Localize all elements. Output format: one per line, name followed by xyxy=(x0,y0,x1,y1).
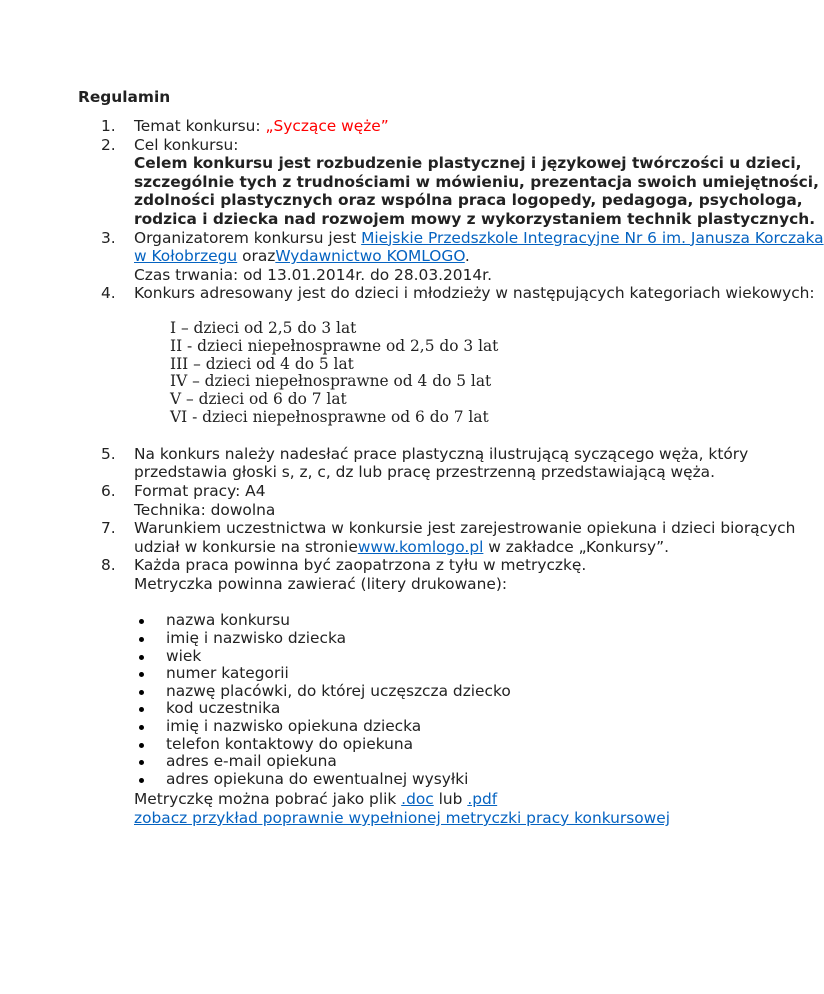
list-item: adres opiekuna do ewentualnej wysyłki xyxy=(166,771,824,789)
rule-1 xyxy=(134,117,824,136)
rule-8 xyxy=(134,556,824,827)
rule-5 xyxy=(134,445,824,482)
download-pdf-link[interactable]: .pdf xyxy=(467,790,498,809)
list-item: telefon kontaktowy do opiekuna xyxy=(166,736,824,754)
rule-7-text: Warunkiem uczestnictwa w konkursie jest zarejestrowanie opiekuna i dzieci biorących udział w konkursie na stronie xyxy=(134,519,796,556)
contest-goal: Celem konkursu jest rozbudzenie plastycznej i językowej twórczości u dzieci, szczególnie tych z trudnościami w mówieniu, prezentacja swoich umiejętności, zdolności plastycznych oraz wspólna praca logopedy, pedagoga, psychologa, rodzica i dziecka nad rozwojem mowy z wykorzystaniem technik plastycznych. xyxy=(134,154,819,228)
label-fields-list xyxy=(134,612,824,788)
list-item: imię i nazwisko dziecka xyxy=(166,630,824,648)
organizer-text: Organizatorem konkursu jest xyxy=(134,228,362,247)
list-item: adres e-mail opiekuna xyxy=(166,753,824,771)
rule-3 xyxy=(134,229,824,285)
rules-list xyxy=(0,117,824,828)
age-category: V – dzieci od 6 do 7 lat xyxy=(170,390,347,409)
list-item: kod uczestnika xyxy=(166,700,824,718)
age-categories xyxy=(170,320,824,427)
list-item: numer kategorii xyxy=(166,665,824,683)
example-link[interactable]: zobacz przykład poprawnie wypełnionej metryczki pracy konkursowej xyxy=(134,809,670,827)
contest-duration: Czas trwania: od 13.01.2014r. do 28.03.2014r. xyxy=(134,265,492,284)
download-line xyxy=(134,790,824,809)
download-or: lub xyxy=(433,790,468,809)
rule-2-label: Cel konkursu: xyxy=(134,135,239,154)
rule-1-label: Temat konkursu: xyxy=(134,117,266,135)
rule-4-text: Konkurs adresowany jest do dzieci i młodzieży w następujących kategoriach wiekowych: xyxy=(134,284,815,303)
rule-8-line-1: Każda praca powinna być zaopatrzona z tyłu w metryczkę. xyxy=(134,556,587,575)
age-category: IV – dzieci niepełnosprawne od 4 do 5 lat xyxy=(170,372,492,391)
organizer-period: . xyxy=(464,247,470,266)
rule-7-tail: w zakładce „Konkursy”. xyxy=(483,537,670,556)
organizer-and: oraz xyxy=(237,247,276,266)
contest-title: „Syczące węże” xyxy=(265,117,389,135)
rule-8-line-2: Metryczka powinna zawierać (litery drukowane): xyxy=(134,574,508,593)
rule-4 xyxy=(134,284,824,426)
rule-2 xyxy=(134,136,824,229)
work-technique: Technika: dowolna xyxy=(134,500,276,519)
rule-5-text: Na konkurs należy nadesłać prace plastyczną ilustrującą syczącego węża, który przedstawia głoski s, z, c, dz lub pracę przestrzenną przedstawiającą węża. xyxy=(134,444,749,482)
list-item: nazwę placówki, do której uczęszcza dziecko xyxy=(166,683,824,701)
rule-7 xyxy=(134,519,824,556)
age-category: I – dzieci od 2,5 do 3 lat xyxy=(170,318,357,337)
age-category: II - dzieci niepełnosprawne od 2,5 do 3 lat xyxy=(170,336,499,355)
rule-6 xyxy=(134,482,824,519)
work-format: Format pracy: A4 xyxy=(134,481,266,500)
komlogo-link[interactable]: www.komlogo.pl xyxy=(357,537,484,556)
organizer-link-publisher[interactable]: Wydawnictwo KOMLOGO xyxy=(275,247,465,266)
page-title: Regulamin xyxy=(78,88,171,106)
download-text: Metryczkę można pobrać jako plik xyxy=(134,790,402,809)
list-item: imię i nazwisko opiekuna dziecka xyxy=(166,718,824,736)
organizer-link-preschool[interactable]: Miejskie Przedszkole Integracyjne Nr 6 im. Janusza Korczaka w Kołobrzegu xyxy=(134,228,824,266)
age-category: VI - dzieci niepełnosprawne od 6 do 7 lat xyxy=(170,407,489,426)
list-item: nazwa konkursu xyxy=(166,612,824,630)
age-category: III – dzieci od 4 do 5 lat xyxy=(170,354,354,373)
list-item: wiek xyxy=(166,648,824,666)
download-doc-link[interactable]: .doc xyxy=(401,790,434,809)
